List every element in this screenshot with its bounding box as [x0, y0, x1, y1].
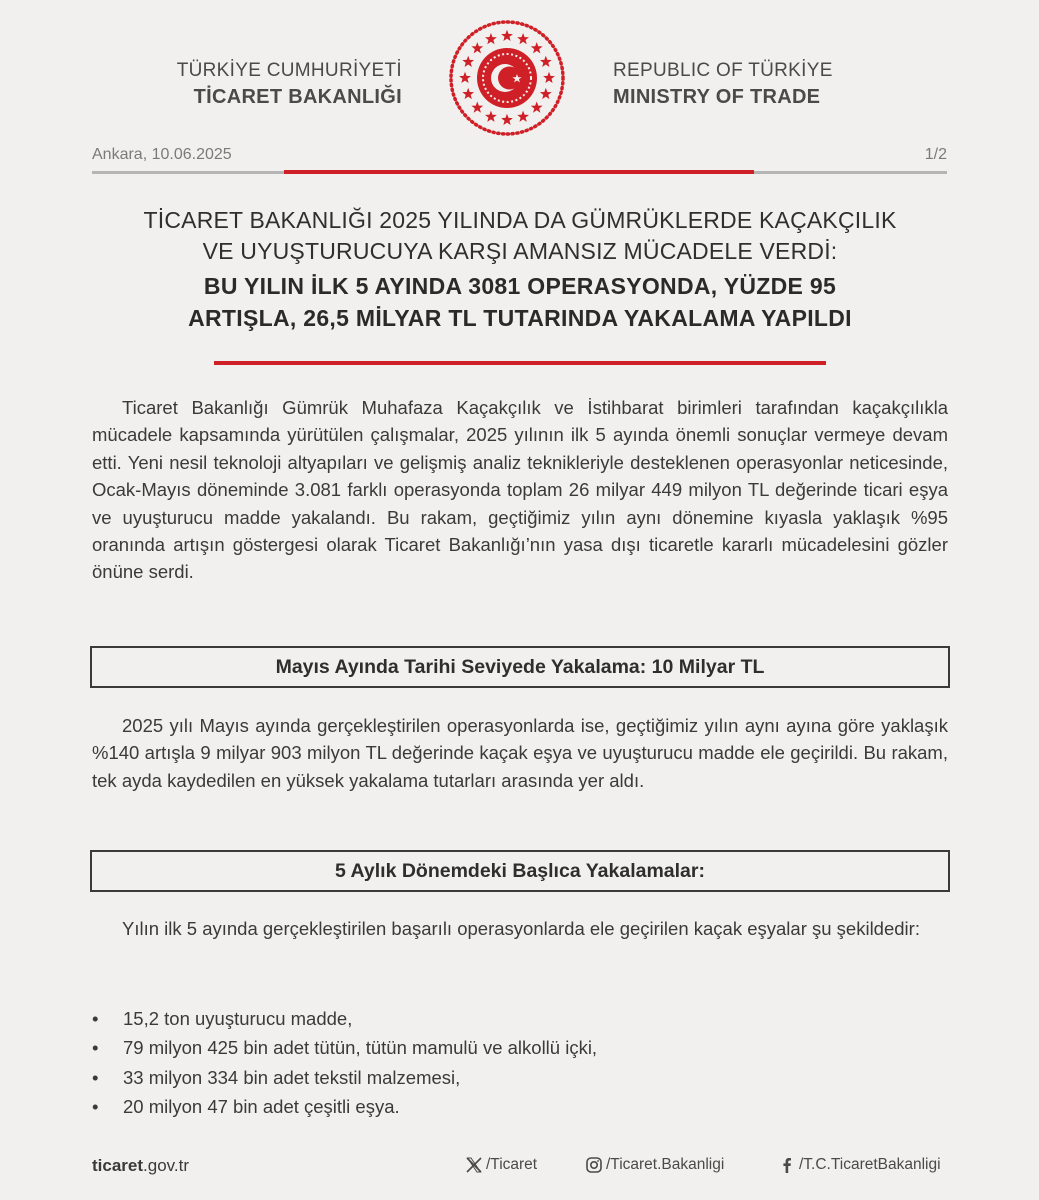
press-release-title	[60, 205, 980, 334]
bullet-icon: •	[92, 1095, 99, 1117]
title-line-2: VE UYUŞTURUCUYA KARŞI AMANSIZ MÜCADELE VERDİ:	[202, 238, 838, 264]
list-item	[92, 1004, 948, 1033]
instagram-icon	[585, 1156, 603, 1174]
website-domain-bold: ticaret	[92, 1156, 144, 1175]
title-line-4: ARTIŞLA, 26,5 MİLYAR TL TUTARINDA YAKALAMA YAPILDI	[188, 305, 852, 331]
header-left-title	[177, 58, 402, 110]
website-domain-rest: .gov.tr	[143, 1156, 190, 1175]
page-number: 1/2	[924, 146, 947, 163]
title-divider	[214, 361, 826, 365]
emblem-star-icon	[462, 88, 474, 99]
section-heading-may	[90, 646, 950, 688]
x-handle: /Ticaret	[486, 1156, 538, 1173]
bullet-icon: •	[92, 1037, 99, 1059]
facebook-icon	[778, 1156, 796, 1174]
emblem-star-icon	[531, 102, 543, 113]
ministry-name-en: MINISTRY OF TRADE	[613, 86, 821, 108]
emblem-star-icon	[517, 111, 529, 122]
emblem-star-icon	[501, 114, 513, 125]
emblem-star-icon	[471, 102, 483, 113]
ministry-name-tr: TİCARET BAKANLIĞI	[193, 86, 402, 108]
country-name-en: REPUBLIC OF TÜRKİYE	[613, 60, 833, 81]
section-heading-may-label: Mayıs Ayında Tarihi Seviyede Yakalama: 10 Milyar TL	[275, 655, 765, 678]
list-item	[92, 1033, 948, 1062]
emblem-star-icon	[517, 33, 529, 44]
section-heading-seizures-label: 5 Aylık Dönemdeki Başlıca Yakalamalar:	[335, 859, 705, 882]
emblem-star-icon	[540, 56, 552, 67]
header-right-title	[613, 58, 833, 110]
bullet-icon: •	[92, 1008, 99, 1029]
list-item-text: 15,2 ton uyuşturucu madde,	[123, 1008, 353, 1029]
press-date: Ankara, 10.06.2025	[92, 146, 232, 163]
emblem-star-icon	[471, 42, 483, 53]
emblem-star-icon	[485, 111, 497, 122]
website-link[interactable]	[92, 1156, 189, 1176]
instagram-handle: /Ticaret.Bakanligi	[606, 1156, 725, 1173]
may-paragraph: 2025 yılı Mayıs ayında gerçekleştirilen operasyonlarda ise, geçtiğimiz yılın aynı ayına göre yaklaşık %140 artışla 9 milyar 903 milyon TL değerinde kaçak eşya ve uyuşturucu madde ele geçirildi. Bu rakam, tek ayda kaydedilen en yüksek yakalama tutarları arasında yer aldı.	[92, 715, 948, 791]
header-accent-divider	[284, 170, 754, 174]
emblem-star-icon	[531, 42, 543, 53]
seizures-paragraph: Yılın ilk 5 ayında gerçekleştirilen başarılı operasyonlarda ele geçirilen kaçak eşyalar şu şekildedir:	[122, 918, 920, 939]
bullet-icon: •	[92, 1066, 99, 1088]
title-line-3: BU YILIN İLK 5 AYINDA 3081 OPERASYONDA, YÜZDE 95	[203, 273, 837, 299]
emblem-star-icon	[543, 72, 555, 83]
x-social-link[interactable]	[465, 1156, 537, 1174]
instagram-social-link[interactable]	[585, 1156, 724, 1174]
country-name-tr: TÜRKİYE CUMHURİYETİ	[176, 60, 402, 81]
x-logo-icon	[465, 1156, 483, 1174]
list-item-text: 20 milyon 47 bin adet çeşitli eşya.	[123, 1095, 400, 1117]
ministry-emblem-icon	[446, 14, 568, 140]
intro-paragraph: Ticaret Bakanlığı Gümrük Muhafaza Kaçakçılık ve İstihbarat birimleri tarafından kaçakçılıkla mücadele kapsamında yürütülen çalışmalar, 2025 yılının ilk 5 ayında önemli sonuçlar vermeye devam etti. Yeni nesil teknoloji altyapıları ve gelişmiş analiz teknikleriyle desteklenen operasyonlar neticesinde, Ocak-Mayıs döneminde 3.081 farklı operasyonda toplam 26 milyar 449 milyon TL değerinde ticari eşya ve uyuşturucu madde yakalandı. Bu rakam, geçtiğimiz yılın aynı dönemine kıyasla yaklaşık %95 oranında artışın göstergesi olarak Ticaret Bakanlığı’nın yasa dışı ticaretle kararlı mücadelesini gözler önüne serdi.	[92, 397, 948, 583]
facebook-social-link[interactable]	[778, 1156, 941, 1174]
facebook-handle: /T.C.TicaretBakanligi	[799, 1156, 941, 1173]
list-item-text: 33 milyon 334 bin adet tekstil malzemesi,	[123, 1066, 461, 1088]
emblem-star-icon	[459, 72, 471, 83]
emblem-star-icon	[462, 56, 474, 67]
list-item	[92, 1063, 948, 1092]
title-line-1: TİCARET BAKANLIĞI 2025 YILINDA DA GÜMRÜKLERDE KAÇAKÇILIK	[143, 207, 897, 233]
emblem-star-icon	[501, 30, 513, 41]
list-item-text: 79 milyon 425 bin adet tütün, tütün mamulü ve alkollü içki,	[123, 1037, 598, 1059]
emblem-star-icon	[540, 88, 552, 99]
list-item	[92, 1092, 948, 1121]
section-heading-seizures	[90, 850, 950, 892]
seizure-list	[92, 1004, 948, 1121]
emblem-star-icon	[485, 33, 497, 44]
